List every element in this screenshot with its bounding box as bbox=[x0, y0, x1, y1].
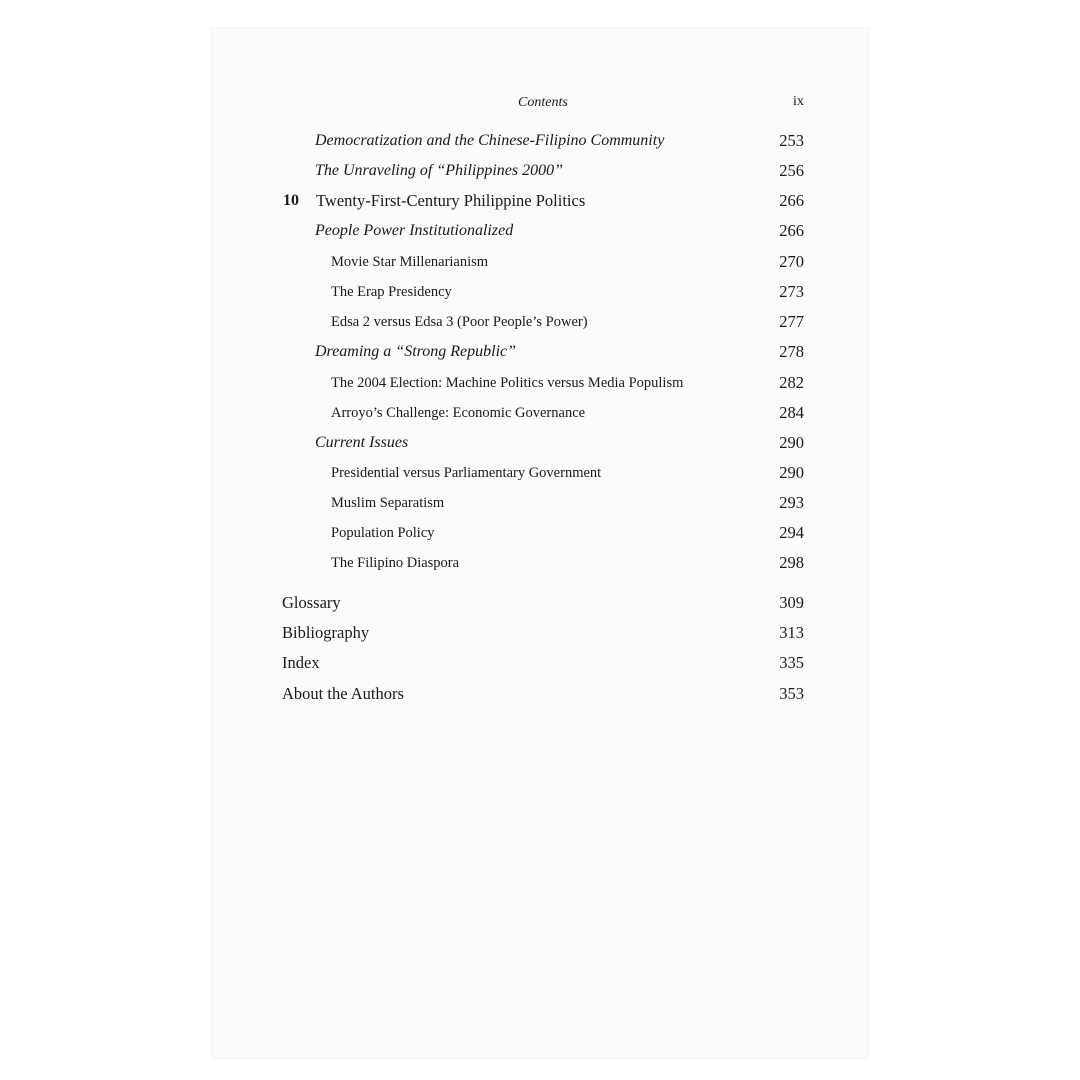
toc-entry bbox=[0, 218, 1080, 244]
toc-back-matter-entry bbox=[0, 681, 1080, 707]
toc-entry bbox=[0, 490, 1080, 516]
toc-entry-page: 266 bbox=[779, 191, 804, 210]
toc-entry-page: 309 bbox=[779, 593, 804, 612]
toc-entry-page: 270 bbox=[779, 252, 804, 271]
toc-entry bbox=[0, 339, 1080, 365]
toc-entry-page: 284 bbox=[779, 403, 804, 422]
toc-entry-title: The Erap Presidency bbox=[331, 284, 452, 300]
toc-entry-title: Edsa 2 versus Edsa 3 (Poor People’s Power) bbox=[331, 314, 588, 330]
toc-entry-title: Population Policy bbox=[331, 525, 435, 541]
toc-back-matter-entry bbox=[0, 590, 1080, 616]
toc-entry-title: Dreaming a “Strong Republic” bbox=[315, 343, 517, 360]
toc-entry-title: About the Authors bbox=[282, 684, 404, 703]
toc-entry bbox=[0, 550, 1080, 576]
toc-entry-title: Glossary bbox=[282, 593, 341, 612]
toc-entry-page: 293 bbox=[779, 493, 804, 512]
toc-entry bbox=[0, 158, 1080, 184]
toc-entry-title: People Power Institutionalized bbox=[315, 222, 514, 239]
toc-entry-title: The Unraveling of “Philippines 2000” bbox=[315, 162, 563, 179]
toc-chapter-number: 10 bbox=[283, 192, 299, 209]
toc-entry-title: Presidential versus Parliamentary Government bbox=[331, 465, 602, 481]
toc-entry bbox=[0, 520, 1080, 546]
toc-entry-page: 335 bbox=[779, 653, 804, 672]
toc-back-matter-entry bbox=[0, 650, 1080, 676]
toc-entry-page: 294 bbox=[779, 523, 804, 542]
toc-entry-page: 353 bbox=[779, 684, 804, 703]
toc-entry-title: Twenty-First-Century Philippine Politics bbox=[316, 191, 586, 210]
toc-entry-page: 290 bbox=[779, 433, 804, 452]
toc-entry-page: 273 bbox=[779, 282, 804, 301]
toc-entry-title: Current Issues bbox=[315, 434, 409, 451]
toc-entry-title: Muslim Separatism bbox=[331, 495, 445, 511]
toc-entry-title: Bibliography bbox=[282, 623, 370, 642]
toc-back-matter-entry bbox=[0, 620, 1080, 646]
toc-entry bbox=[0, 309, 1080, 335]
running-head-title: Contents bbox=[518, 95, 568, 110]
toc-entry bbox=[0, 400, 1080, 426]
toc-entry-page: 277 bbox=[779, 312, 804, 331]
toc-entry-title: Index bbox=[282, 653, 320, 672]
toc-entry-page: 266 bbox=[779, 221, 804, 240]
toc-entry bbox=[0, 460, 1080, 486]
toc-entry-title: Arroyo’s Challenge: Economic Governance bbox=[331, 405, 586, 421]
toc-entry-page: 298 bbox=[779, 553, 804, 572]
toc-entry-page: 256 bbox=[779, 161, 804, 180]
toc-entry-title: The 2004 Election: Machine Politics versus Media Populism bbox=[331, 375, 684, 391]
toc-entry-title: The Filipino Diaspora bbox=[331, 555, 460, 571]
toc-entry bbox=[0, 249, 1080, 275]
toc-chapter-entry bbox=[0, 188, 1080, 214]
toc-entry bbox=[0, 279, 1080, 305]
toc-entry bbox=[0, 370, 1080, 396]
toc-entry-page: 253 bbox=[779, 131, 804, 150]
toc-entry-page: 282 bbox=[779, 373, 804, 392]
toc-entry bbox=[0, 430, 1080, 456]
toc-entry-title: Movie Star Millenarianism bbox=[331, 254, 489, 270]
toc-entry bbox=[0, 128, 1080, 154]
toc-entry-page: 313 bbox=[779, 623, 804, 642]
toc-entry-page: 290 bbox=[779, 463, 804, 482]
toc-entry-page: 278 bbox=[779, 342, 804, 361]
running-head-page-number: ix bbox=[793, 94, 804, 109]
toc-entry-title: Democratization and the Chinese-Filipino Community bbox=[315, 132, 665, 149]
